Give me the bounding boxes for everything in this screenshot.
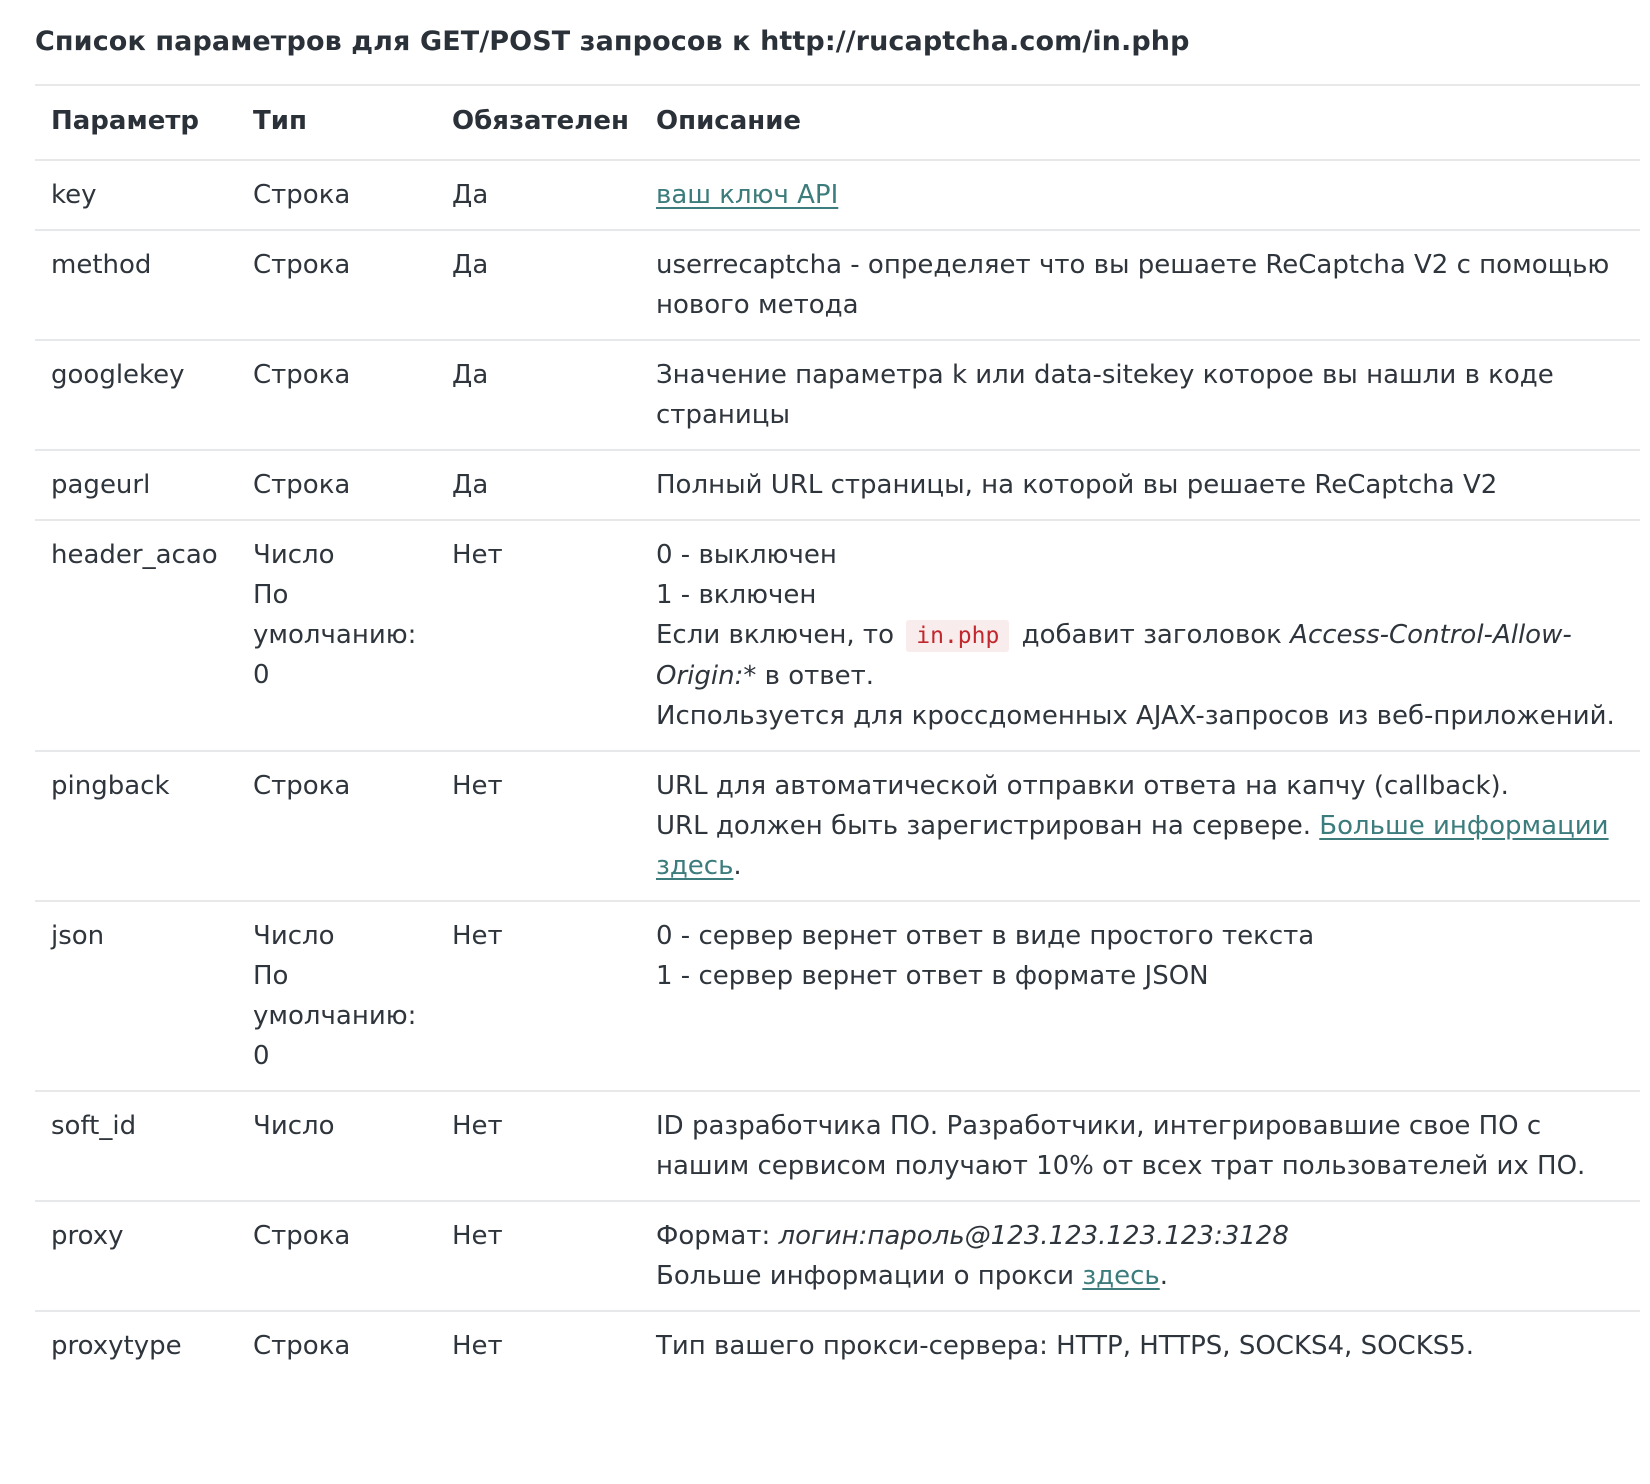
table-row-method (35, 230, 1640, 340)
desc-line-4: Используется для кроссдоменных AJAX-запросов из веб-приложений. (656, 701, 1615, 731)
table-row-proxy (35, 1201, 1640, 1311)
desc-line-2-prefix: URL должен быть зарегистрирован на сервере. (656, 811, 1311, 841)
cell-description: Полный URL страницы, на которой вы решаете ReCaptcha V2 (640, 450, 1640, 520)
cell-type (237, 901, 436, 1091)
cell-type: Строка (237, 230, 436, 340)
cell-param: proxytype (35, 1311, 237, 1380)
cell-param: googlekey (35, 340, 237, 450)
cell-required: Нет (436, 901, 640, 1091)
cell-param: method (35, 230, 237, 340)
default-label: По умолчанию: (253, 961, 417, 1031)
header-description: Описание (640, 85, 1640, 160)
cell-required: Да (436, 450, 640, 520)
desc-line-3-mid: добавит заголовок (1021, 620, 1282, 650)
cell-description: userrecaptcha - определяет что вы решаете ReCaptcha V2 с помощью нового метода (640, 230, 1640, 340)
cell-type: Число (237, 1091, 436, 1201)
cell-description (640, 901, 1640, 1091)
cell-type (237, 520, 436, 751)
cell-description (640, 751, 1640, 901)
cell-description (640, 160, 1640, 230)
cell-description (640, 1201, 1640, 1311)
cell-required: Нет (436, 751, 640, 901)
cell-param: soft_id (35, 1091, 237, 1201)
desc-line-2-suffix: . (1159, 1261, 1169, 1291)
cell-required: Да (436, 340, 640, 450)
desc-line-1: URL для автоматической отправки ответа на капчу (callback). (656, 771, 1509, 801)
table-row-soft-id (35, 1091, 1640, 1201)
cell-type: Строка (237, 160, 436, 230)
cell-required: Да (436, 160, 640, 230)
table-row-proxytype (35, 1311, 1640, 1380)
cell-required: Нет (436, 1201, 640, 1311)
header-param: Параметр (35, 85, 237, 160)
cell-description: ID разработчика ПО. Разработчики, интегрировавшие свое ПО с нашим сервисом получают 10% от всех трат пользователей их ПО. (640, 1091, 1640, 1201)
cell-type: Строка (237, 751, 436, 901)
parameters-table (35, 84, 1640, 1380)
table-row-pingback (35, 751, 1640, 901)
default-value: 0 (253, 660, 270, 690)
table-row-key (35, 160, 1640, 230)
pingback-more-info-link[interactable]: Больше информации здесь (656, 811, 1609, 881)
cell-required: Нет (436, 1311, 640, 1380)
desc-line-3-prefix: Если включен, то (656, 620, 894, 650)
default-label: По умолчанию: (253, 580, 417, 650)
cell-required: Нет (436, 1091, 640, 1201)
inline-code-in-php: in.php (906, 620, 1009, 652)
cell-param: header_acao (35, 520, 237, 751)
cell-param: pingback (35, 751, 237, 901)
header-name-emphasis: Access-Control-Allow-Origin:* (656, 620, 1572, 691)
cell-param: pageurl (35, 450, 237, 520)
cell-description: Значение параметра k или data-sitekey которое вы нашли в коде страницы (640, 340, 1640, 450)
default-value: 0 (253, 1041, 270, 1071)
cell-description: Тип вашего прокси-сервера: HTTP, HTTPS, SOCKS4, SOCKS5. (640, 1311, 1640, 1380)
cell-type: Строка (237, 1311, 436, 1380)
cell-type: Строка (237, 340, 436, 450)
desc-line-1: 0 - сервер вернет ответ в виде простого текста (656, 921, 1315, 951)
proxy-format-emphasis: логин:пароль@123.123.123.123:3128 (778, 1221, 1289, 1251)
document-page (35, 20, 1640, 1380)
table-header-row (35, 85, 1640, 160)
desc-line-3-suffix: в ответ. (764, 661, 874, 691)
table-row-json (35, 901, 1640, 1091)
desc-line-1: 0 - выключен (656, 540, 837, 570)
table-row-header-acao (35, 520, 1640, 751)
desc-line-1-prefix: Формат: (656, 1221, 771, 1251)
cell-required: Да (436, 230, 640, 340)
type-value: Число (253, 921, 335, 951)
cell-type: Строка (237, 1201, 436, 1311)
cell-param: proxy (35, 1201, 237, 1311)
desc-line-2-suffix: . (733, 851, 742, 881)
desc-line-2: 1 - включен (656, 580, 817, 610)
type-value: Число (253, 540, 335, 570)
desc-line-2: 1 - сервер вернет ответ в формате JSON (656, 961, 1209, 991)
cell-description (640, 520, 1640, 751)
cell-required: Нет (436, 520, 640, 751)
api-key-link[interactable]: ваш ключ API (656, 180, 839, 210)
header-required: Обязателен (436, 85, 640, 160)
table-row-pageurl (35, 450, 1640, 520)
cell-type: Строка (237, 450, 436, 520)
header-type: Тип (237, 85, 436, 160)
proxy-more-info-link[interactable]: здесь (1082, 1261, 1160, 1291)
page-title: Список параметров для GET/POST запросов к http://rucaptcha.com/in.php (35, 26, 1190, 57)
cell-param: key (35, 160, 237, 230)
cell-param: json (35, 901, 237, 1091)
desc-line-2-prefix: Больше информации о прокси (656, 1261, 1075, 1291)
table-row-googlekey (35, 340, 1640, 450)
